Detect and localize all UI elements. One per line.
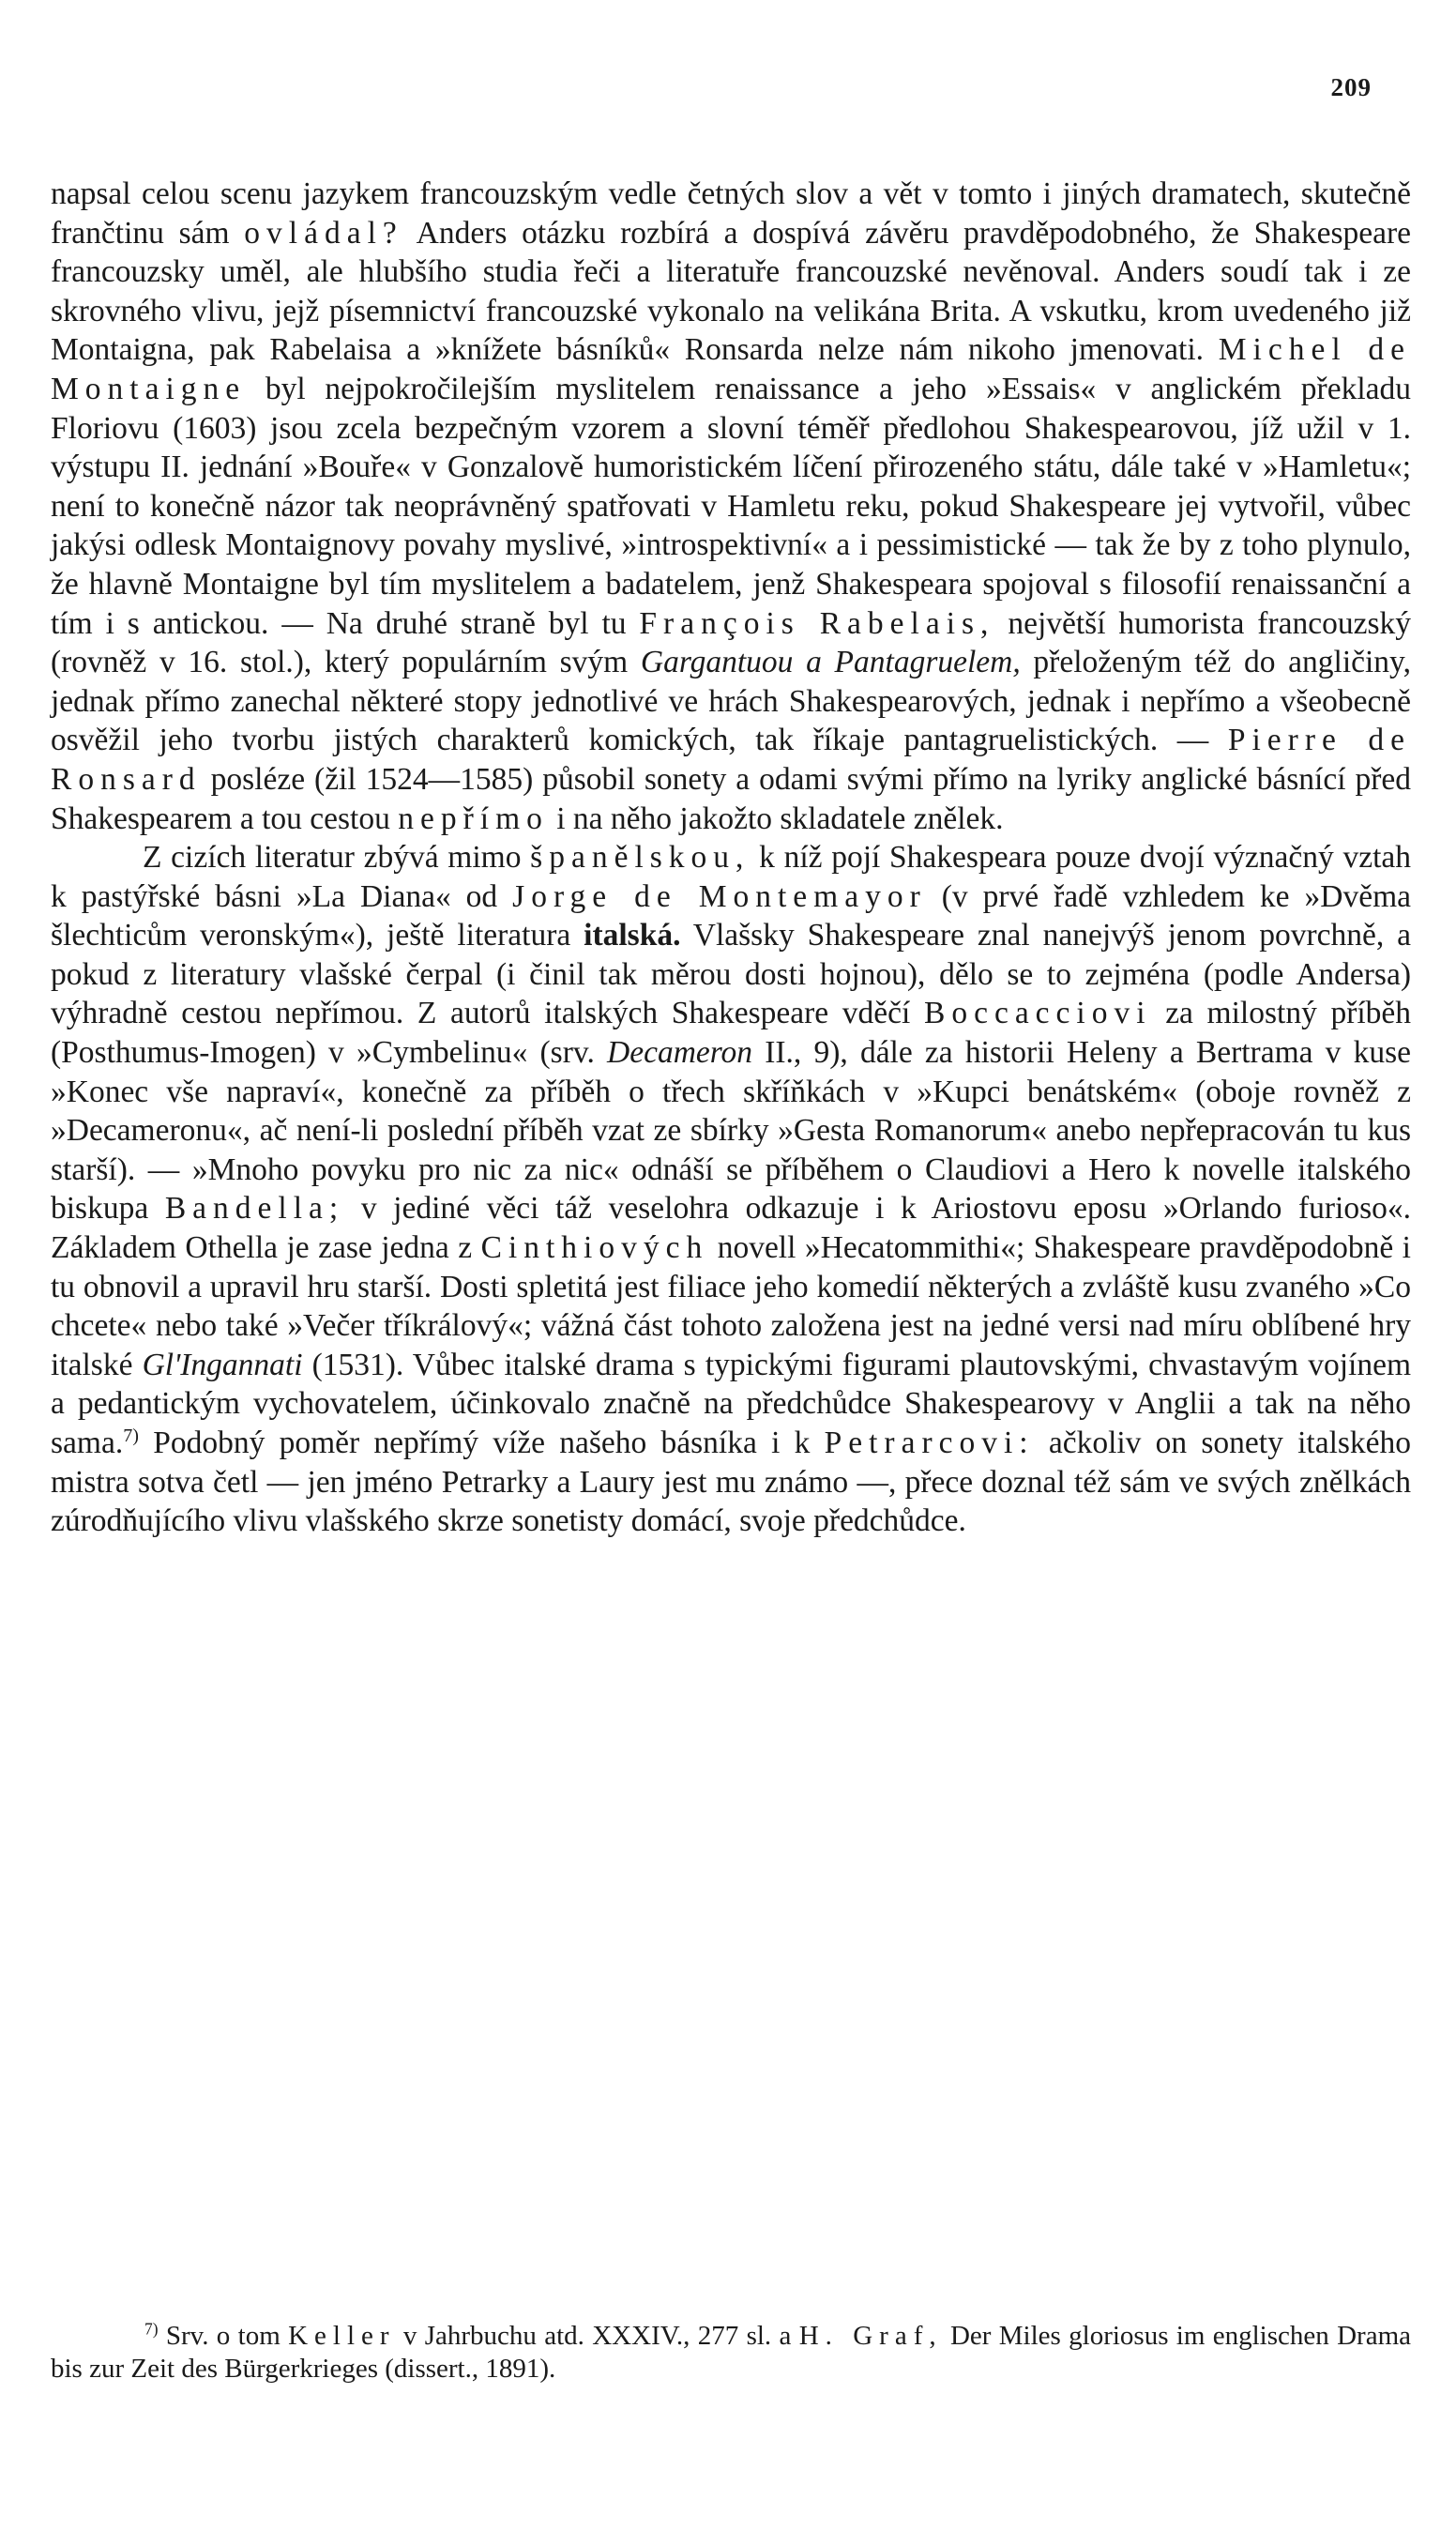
text-segment: v jediné věci táž veselohra odkazuje i k Ariostovu eposu »Orlando furioso«. Základem Othella je zase jedna z [51,1191,1412,1266]
text-segment: II., 9), dále za historii Heleny a Bertrama v kuse »Konec vše napraví«, konečně za příběh o třech skříňkách v »Kupci benátském« (oboje rovněž z »Decameronu«, ač není-li poslední příběh vzat ze sbírky »Gesta Romanorum« anebo nepřepracován tu kus starší). — »Mnoho povyku pro nic za nic« odnáší se příběhem o Claudiovi a Hero k novelle italského biskupa [51,1035,1412,1227]
paragraph-1 [51,175,1411,838]
italic-title-gargantua: Gargantuou a Pantagruelem, [640,645,1021,680]
spaced-name-montemayor: Jorge de Montemayor [512,878,927,914]
text-segment: ačkoliv on sonety italského mistra sotva četl — jen jméno Petrarky a Laury jest mu známo —, přece doznal též sám ve svých znělkách zúrodňujícího vlivu vlašského skrze sonetisty domácí, svoje předchůdce. [51,1426,1412,1539]
footnote [51,2320,1411,2386]
italic-title-ingannati: Gl'Ingannati [142,1347,303,1382]
spaced-name-bandello: Bandella; [164,1191,345,1227]
spaced-name-cinthio: Cinthiových [480,1230,709,1266]
spaced-name-boccaccio: Boccacciovi [923,996,1152,1031]
text-segment: Podobný poměr nepřímý víže našeho básníka i k [153,1426,811,1460]
page-number: 209 [1330,73,1372,101]
footnote-mark: 7) [144,2319,159,2339]
text-segment: i na něho jakožto skladatele znělek. [556,800,1004,836]
text-segment: novell »Hecatommithi«; Shakespeare pravděpodobně i tu obnovil a upravil hru starší. Dosti spletitá jest filiace jeho komedií některých a zvláště kusu zvaného »Co chcete« nebo také »Večer tříkrálový«; vážná část tohoto založena jest na jedné versi nad míru oblíbené hry italské [51,1230,1411,1382]
text-segment: Anders otázku rozbírá a dospívá závěru pravděpodobného, že Shakespeare francouzsky uměl, ale hlubšího studia řeči a literatuře francouzské nevěnoval. Anders soudí tak i ze skrovného vlivu, jejž písemnictví francouzské vykonalo na velikána Brita. A vskutku, krom uvedeného již Montaigna, pak Rabelaisa a »knížete básníků« Ronsarda nelze nám nikoho jmenovati. [51,215,1411,368]
spaced-name-petrarca: Petrarcovi: [824,1426,1035,1460]
text-segment: Vlašsky Shakespeare znal nanejvýš jenom povrchně, a pokud z literatury vlašské čerpal (i činil tak měrou dosti hojnou), dělo se to zejména (podle Andersa) výhradně cestou nepřímou. Z autorů italských Shakespeare vděčí [51,918,1412,1031]
text-segment: (v prvé řadě vzhledem ke »Dvěma šlechticům veronským«), ještě literatura [51,878,1412,953]
spaced-emphasis: ovládal? [244,215,403,251]
italic-title-decameron: Decameron [607,1035,753,1071]
spaced-emphasis: španělskou, [530,840,751,876]
text-segment: k níž pojí Shakespeara pouze dvojí význačný vztah k pastýřské básni »La Diana« od [51,840,1412,914]
text-segment: (1531). Vůbec italské drama s typickými figurami plautovskými, chvastavým vojínem a pedantickým vychovatelem, účinkovalo značně na předchůdce Shakespearovy v Anglii a tak na něho sama. [51,1347,1411,1460]
text-segment: v Jahrbuchu atd. XXXIV., 277 sl. a [402,2321,792,2351]
text-segment: napsal celou scenu jazykem francouzským vedle četných slov a vět v tomto i jiných dramatech, skutečně frančtinu sám [51,176,1411,251]
text-segment: přeloženým též do angličiny, jednak přímo zanechal některé stopy jednotlivé ve hrách Shakespearových, jednak i nepřímo a všeobecně osvěžil jeho tvorbu jistých charakterů komických, tak říkaje pantagruelistických. — [51,645,1412,758]
spaced-name-ronsard: Pierre de Ronsard [51,723,1412,797]
text-segment: posléze (žil 1524—1585) působil sonety a odami svými přímo na lyriky anglické básnící před Shakespearem a tou cestou [51,761,1411,836]
bold-emphasis: italská. [584,918,681,953]
text-segment: za milostný příběh (Posthumus-Imogen) v »Cymbelinu« (srv. [51,996,1412,1071]
text-segment: byl nejpokročilejším myslitelem renaissance a jeho »Essais« v anglickém překladu Floriovu (1603) jsou zcela bezpečným vzorem a slovní téměř předlohou Shakespearovou, jíž užil v 1. výstupu II. jednání »Bouře« v Gonzalově humoristickém líčení přirozeného státu, dále také v »Hamletu«; není to konečně názor tak neoprávněný spatřovati v Hamletu reku, pokud Shakespeare jej vytvořil, vůbec jakýsi odlesk Montaignovy povahy myslivé, »introspektivní« a i pessimistické — tak že by z toho plynulo, že hlavně Montaigne byl tím myslitelem a badatelem, jenž Shakespeara spojoval s filosofií renaissanční a tím i s antickou. — Na druhé straně byl tu [51,371,1412,641]
spaced-name-keller: Keller [288,2321,396,2351]
spaced-name-rabelais: François Rabelais, [639,605,995,641]
footnote-reference[interactable]: 7) [123,1425,139,1446]
spaced-name-graf: H. Graf, [798,2321,943,2351]
spaced-name-montaigne: Michel de Montaigne [51,332,1411,406]
paragraph-2 [51,838,1411,1541]
text-segment: největší humorista francouzský (rovněž v 16. stol.), který populárním svým [51,605,1412,680]
main-text [51,175,1411,1541]
spaced-emphasis: nepřímo [398,800,549,836]
text-segment: Z cizích literatur zbývá mimo [143,840,522,876]
text-segment: Der Miles gloriosus im englischen Drama bis zur Zeit des Bürgerkrieges (dissert., 1891). [51,2321,1411,2384]
text-segment: Srv. o tom [165,2321,281,2351]
